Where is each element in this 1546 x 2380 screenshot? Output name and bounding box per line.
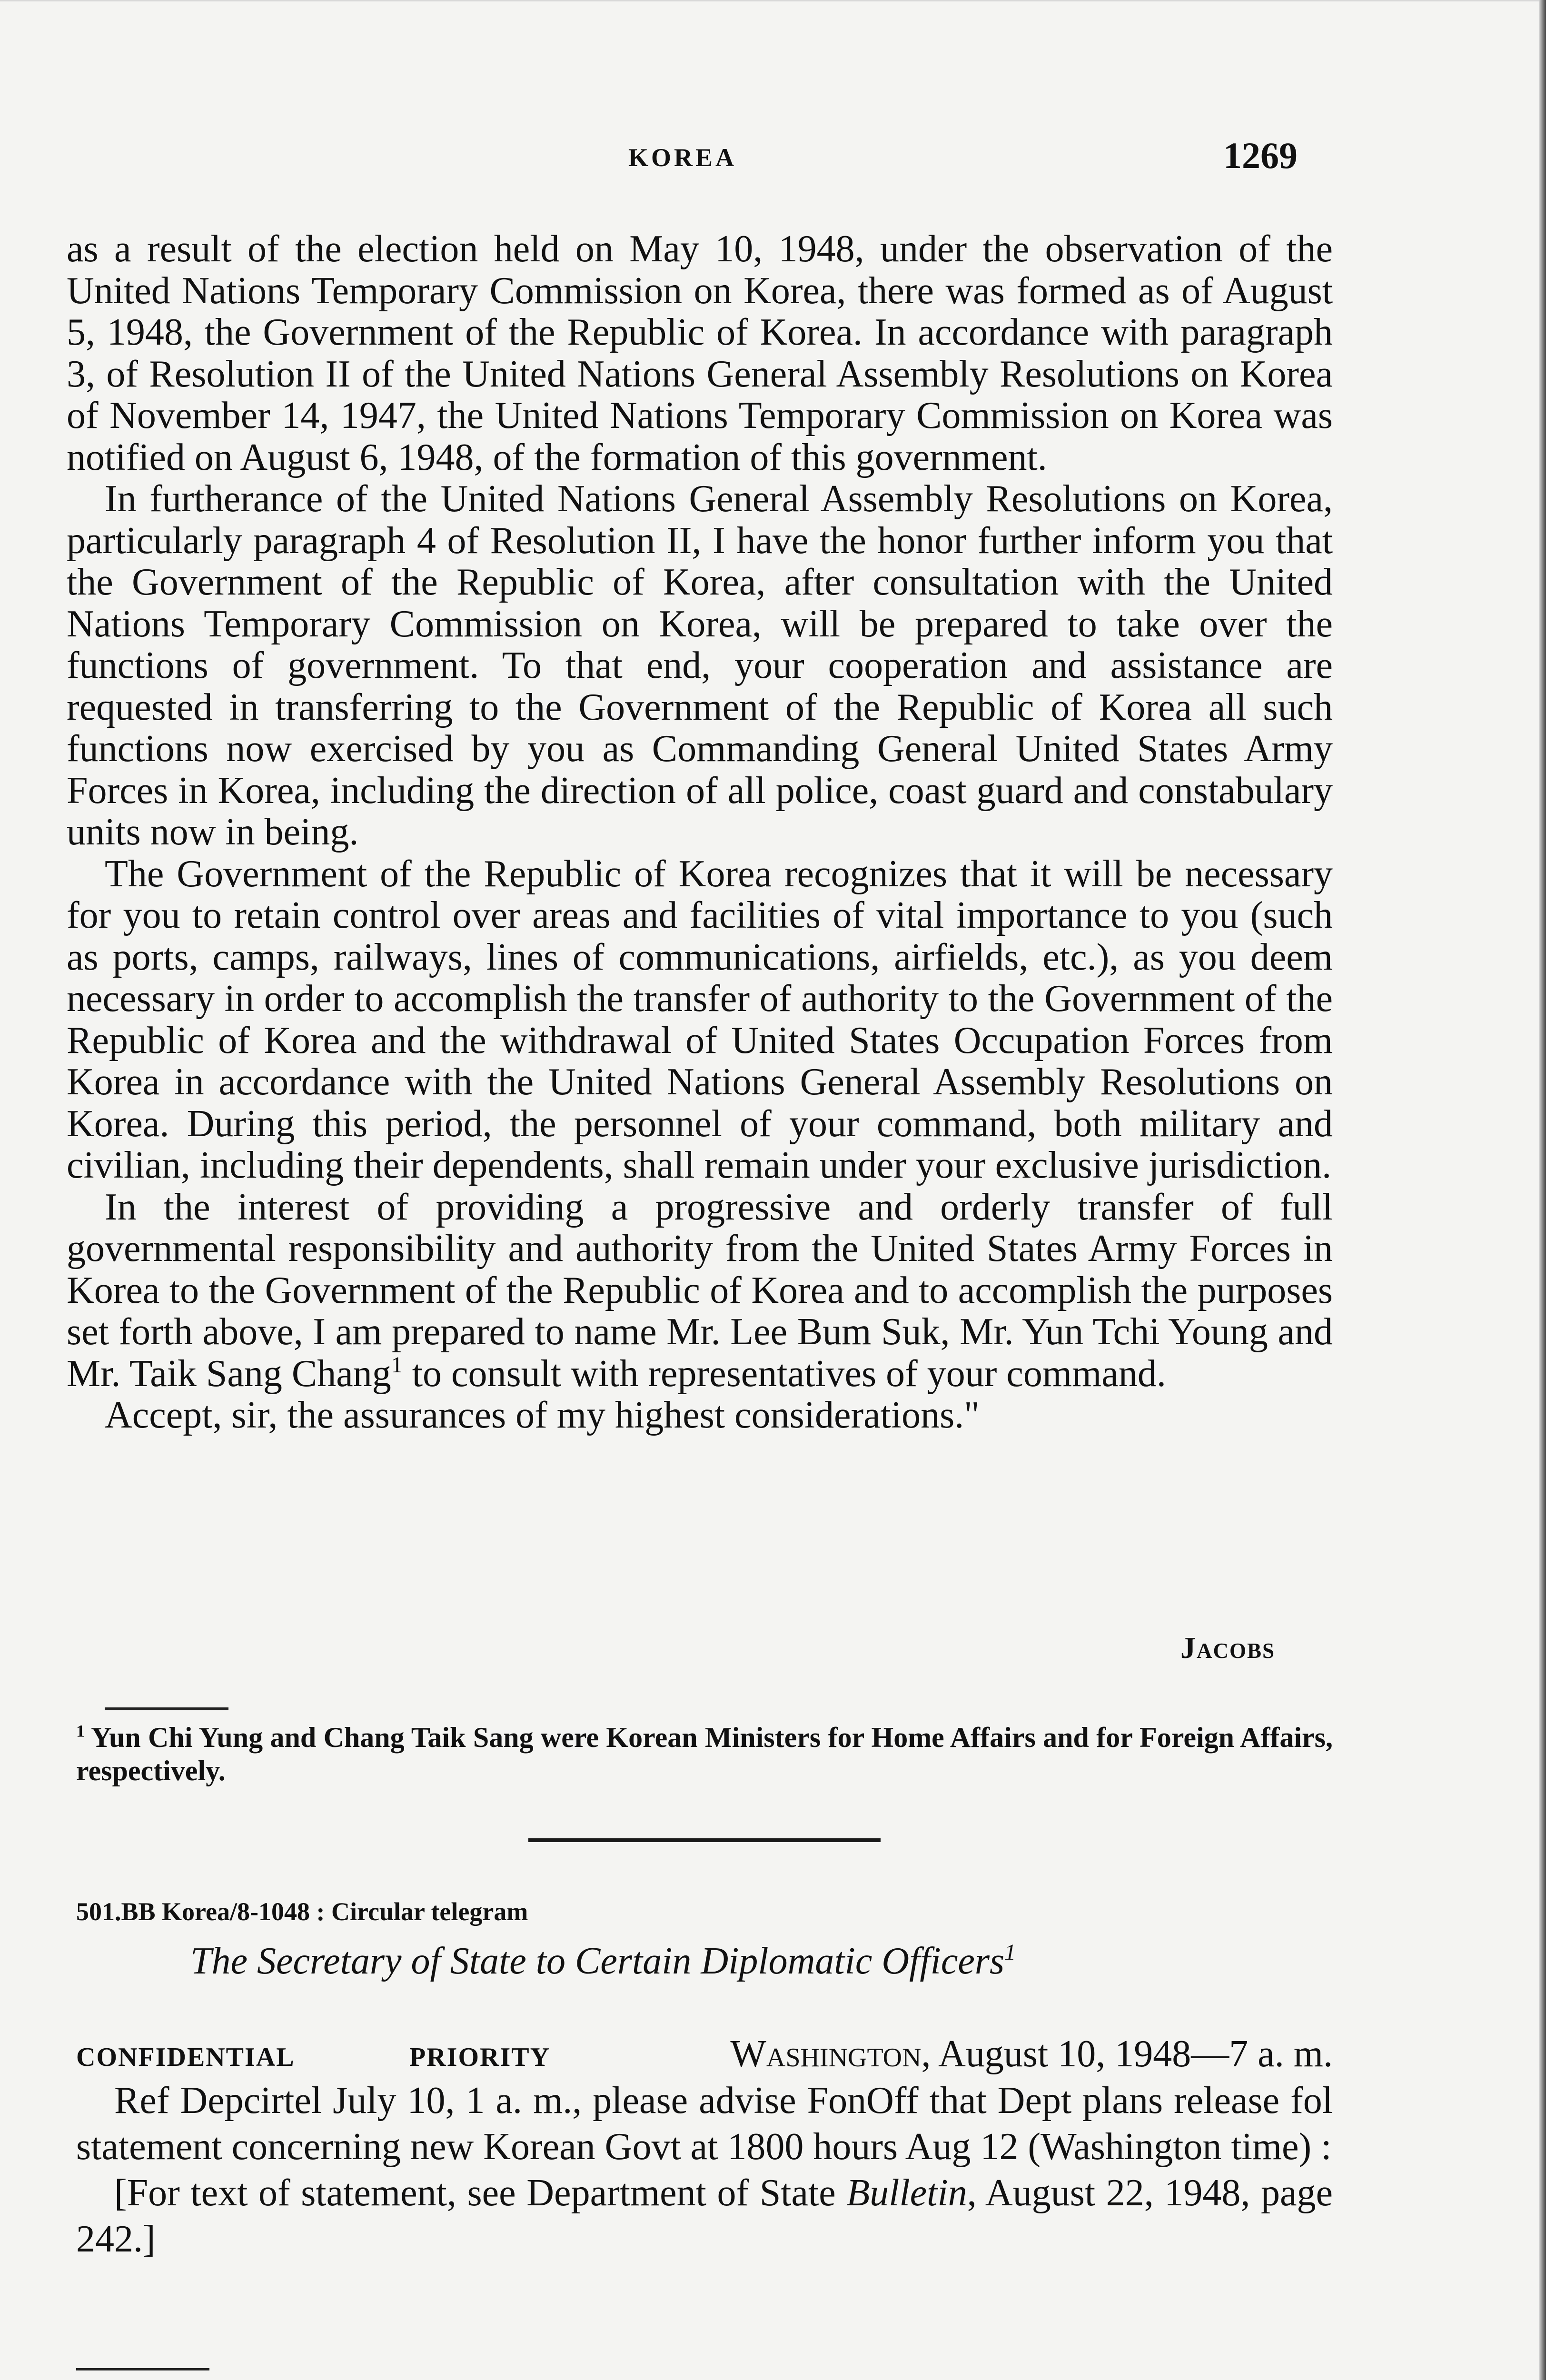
bulletin-title: Bulletin [846, 2172, 967, 2214]
editorial-note [76, 2170, 1333, 2262]
footnote-1 [76, 1721, 1333, 1787]
footnote-text: Yun Chi Yung and Chang Taik Sang were Korean Ministers for Home Affairs and for Foreign Affairs, respectively. [76, 1722, 1333, 1786]
footnote-rule-2 [76, 2368, 209, 2370]
running-head: KOREA [628, 143, 737, 172]
classification: CONFIDENTIAL [76, 2043, 295, 2072]
priority: PRIORITY [409, 2043, 551, 2072]
letter-paragraph-4-tail: to consult with representatives of your command. [402, 1352, 1166, 1395]
footnote-marker: 1 [76, 1721, 85, 1741]
footnote-ref: 1 [391, 1352, 403, 1378]
letter-paragraph-3: The Government of the Republic of Korea recognizes that it will be necessary for you to retain control over areas and facilities of vital importance to you (such as ports, camps, railways, lines of communications, airfields, etc.), as you deem necessary in order to accomplish the transfer of authority to the Government of the Republic of Korea and the withdrawal of United States Occupation Forces from Korea in accordance with the United Nations General Assembly Resolutions on Korea. During this period, the personnel of your command, both military and civilian, including their dependents, shall remain under your exclusive jurisdiction. [67, 853, 1333, 1186]
place-date [730, 2033, 1333, 2076]
editorial-note-pre: [For text of statement, see Department of State [114, 2172, 847, 2214]
footnote-rule [105, 1707, 228, 1710]
title-footnote-ref: 1 [1004, 1940, 1016, 1965]
letter-closing: Accept, sir, the assurances of my highest considerations." [105, 1394, 980, 1436]
page-number: 1269 [1223, 135, 1298, 176]
section-separator [528, 1838, 881, 1842]
signature: Jacobs [1180, 1631, 1276, 1665]
letter-paragraph-2: In furtherance of the United Nations General Assembly Resolutions on Korea, particularly paragraph 4 of Resolution II, I have the honor further inform you that the Government of the Republic of Korea, after consultation with the United Nations Temporary Commission on Korea, will be prepared to take over the functions of government. To that end, your cooperation and assistance are requested in transferring to the Government of the Republic of Korea all such functions now exercised by you as Commanding General United States Army Forces in Korea, including the direction of all police, coast guard and constabulary units now in being. [67, 478, 1333, 853]
letter-paragraph-4-text: In the interest of providing a progressive and orderly transfer of full governmental responsibility and authority from the United States Army Forces in Korea to the Government of the Republic of Korea and to accomplish the purposes set forth above, I am prepared to name Mr. Lee Bum Suk, Mr. Yun Tchi Young and Mr. Taik Sang Chang [67, 1186, 1333, 1395]
top-border [0, 0, 1546, 1]
letter-body [67, 228, 1333, 1437]
dateline [76, 2033, 1333, 2075]
letter-paragraph-1: as a result of the election held on May 10, 1948, under the observation of the United Nations Temporary Commission on Korea, there was formed as of August 5, 1948, the Government of the Republic of Korea. In accordance with paragraph 3, of Resolution II of the United Nations General Assembly Resolutions on Korea of November 14, 1947, the United Nations Temporary Commission on Korea was notified on August 6, 1948, of the formation of this government. [67, 228, 1333, 478]
telegram-paragraph-1: Ref Depcirtel July 10, 1 a. m., please advise FonOff that Dept plans release fol statement concerning new Korean Govt at 1800 hours Aug 12 (Washington time) : [76, 2080, 1333, 2168]
page-edge-shadow [1539, 0, 1546, 2380]
editorial-note-post: , August 22, 1948, page 242.] [76, 2172, 1333, 2260]
document-title-text: The Secretary of State to Certain Diplomatic Officers [190, 1940, 1005, 1982]
document-title [190, 1940, 1016, 1983]
date: , August 10, 1948—7 a. m. [921, 2033, 1333, 2075]
telegram-body [76, 2078, 1333, 2262]
place: Washington [730, 2033, 922, 2075]
file-reference: 501.BB Korea/8-1048 : Circular telegram [76, 1897, 528, 1926]
letter-paragraph-4 [67, 1187, 1333, 1395]
